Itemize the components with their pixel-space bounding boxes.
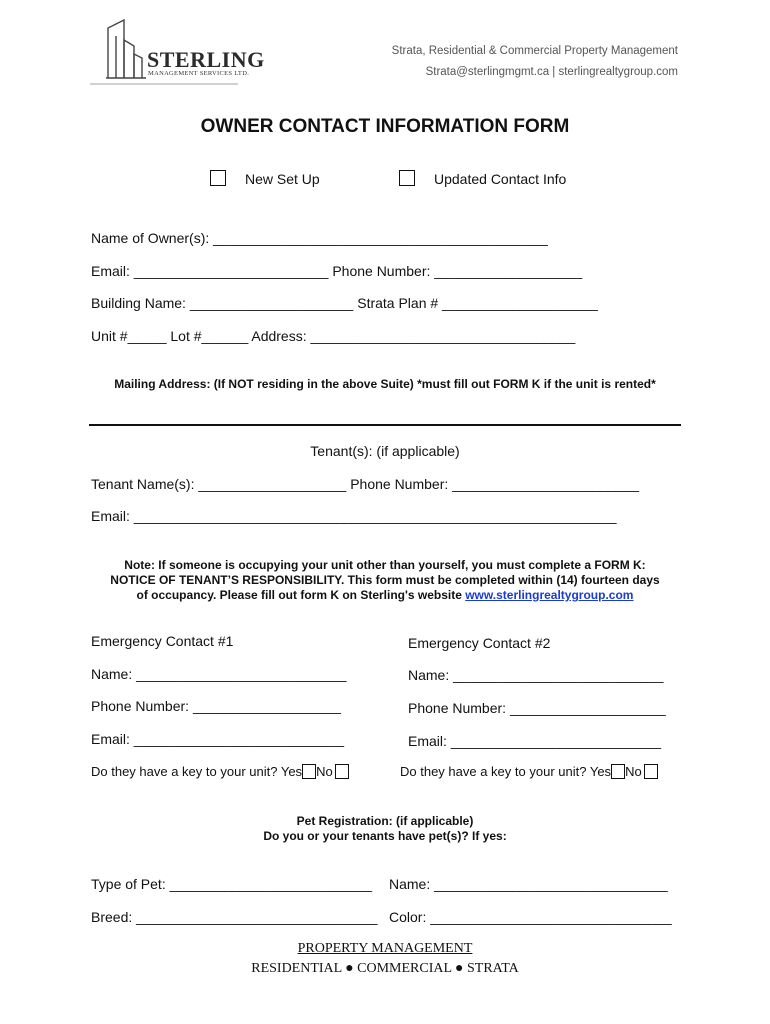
key-yes-label-2: Yes (589, 764, 612, 779)
key-question-2: Do they have a key to your unit? (400, 764, 587, 779)
new-setup-label: New Set Up (245, 171, 320, 187)
emergency-1-email-field[interactable]: Email: ___________________________ (91, 731, 345, 747)
tenant-note-line1: Note: If someone is occupying your unit other than yourself, you must complete a FORM K: (124, 558, 646, 572)
header-tagline: Strata, Residential & Commercial Property Management (391, 45, 678, 57)
brand-subtitle: MANAGEMENT SERVICES LTD. (148, 70, 250, 77)
pet-name-field[interactable]: Name: ______________________________ (389, 876, 668, 892)
header-contact: Strata@sterlingmgmt.ca | sterlingrealtygroup.com (425, 66, 678, 78)
tenant-heading: Tenant(s): (if applicable) (310, 443, 460, 459)
emergency-2-phone-field[interactable]: Phone Number: ____________________ (408, 700, 666, 716)
key-question-1: Do they have a key to your unit? (91, 764, 278, 779)
tenant-note-line3 (0, 588, 770, 602)
owner-name-field[interactable]: Name of Owner(s): ___________________________________________ (91, 230, 548, 246)
pet-breed-field[interactable]: Breed: _______________________________ (91, 909, 378, 925)
key-yes-checkbox-1[interactable] (302, 764, 316, 779)
key-yes-label-1: Yes (280, 764, 303, 779)
mailing-address-note: Mailing Address: (If NOT residing in the above Suite) *must fill out FORM K if the unit is rented* (114, 377, 656, 391)
unit-lot-address-field[interactable]: Unit #_____ Lot #______ Address: __________________________________ (91, 328, 576, 344)
emergency-1-key-row (91, 764, 349, 779)
emergency-2-email-field[interactable]: Email: ___________________________ (408, 733, 662, 749)
tenant-name-phone-field[interactable]: Tenant Name(s): ___________________ Phone Number: ________________________ (91, 476, 640, 492)
tenant-note-line2: NOTICE OF TENANT’S RESPONSIBILITY. This form must be completed within (14) fourteen days (110, 573, 660, 587)
pet-type-field[interactable]: Type of Pet: __________________________ (91, 876, 373, 892)
email-phone-field[interactable]: Email: _________________________ Phone Number: ___________________ (91, 263, 583, 279)
key-no-checkbox-1[interactable] (335, 764, 349, 779)
mailing-address-line[interactable] (89, 424, 681, 426)
emergency-1-name-field[interactable]: Name: ___________________________ (91, 666, 347, 682)
updated-contact-checkbox[interactable] (399, 170, 415, 186)
building-strata-field[interactable]: Building Name: _____________________ Strata Plan # ____________________ (91, 295, 598, 311)
emergency-contact-2-title: Emergency Contact #2 (408, 635, 551, 651)
footer-line2: RESIDENTIAL ● COMMERCIAL ● STRATA (251, 961, 519, 976)
updated-contact-label: Updated Contact Info (434, 171, 567, 187)
emergency-contact-1-title: Emergency Contact #1 (91, 633, 234, 649)
footer-line1: PROPERTY MANAGEMENT (297, 941, 473, 956)
key-no-checkbox-2[interactable] (644, 764, 658, 779)
emergency-1-phone-field[interactable]: Phone Number: ___________________ (91, 698, 341, 714)
brand-name: STERLING (147, 47, 265, 72)
pet-color-field[interactable]: Color: _______________________________ (389, 909, 672, 925)
tenant-email-field[interactable]: Email: ______________________________________________________________ (91, 508, 617, 524)
form-title: OWNER CONTACT INFORMATION FORM (200, 116, 570, 137)
key-no-label-2: No (625, 764, 642, 779)
website-link[interactable]: www.sterlingrealtygroup.com (465, 588, 634, 602)
key-yes-checkbox-2[interactable] (611, 764, 625, 779)
tenant-note-text: of occupancy. Please fill out form K on Sterling's website (136, 588, 462, 602)
pet-question: Do you or your tenants have pet(s)? If yes: (263, 829, 507, 843)
emergency-2-key-row (400, 764, 658, 779)
key-no-label-1: No (316, 764, 333, 779)
pet-registration-heading: Pet Registration: (if applicable) (296, 814, 474, 828)
emergency-2-name-field[interactable]: Name: ___________________________ (408, 667, 664, 683)
new-setup-checkbox[interactable] (210, 170, 226, 186)
